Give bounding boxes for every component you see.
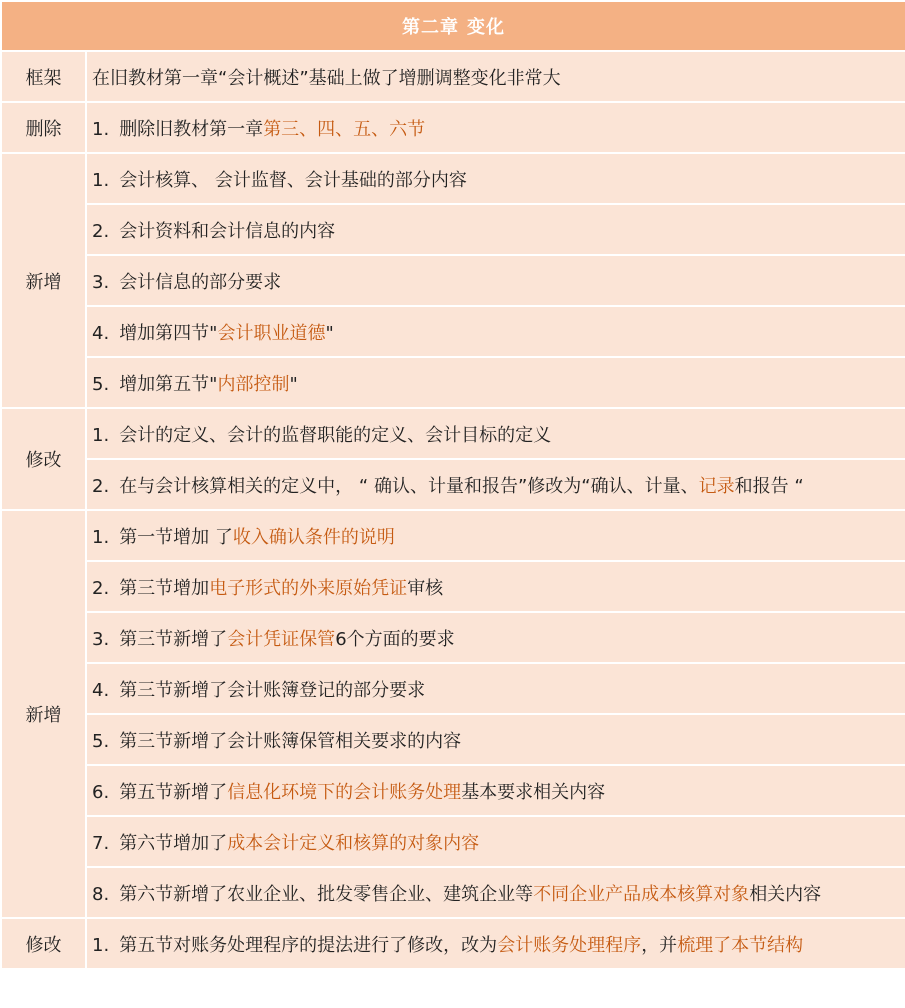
table-row	[1, 357, 905, 408]
item-text: 相关内容	[749, 883, 822, 905]
highlighted-text: 会计职业道德	[217, 322, 326, 344]
item-text: 审核	[407, 577, 444, 599]
highlighted-text: 会计凭证保管	[227, 628, 336, 650]
table-row	[1, 561, 905, 612]
item-number: 5.	[92, 730, 110, 752]
item-text: 第三节新增了	[119, 628, 228, 650]
item-number: 2.	[92, 577, 110, 599]
item-cell	[86, 153, 905, 204]
item-number: 1.	[92, 424, 110, 446]
item-text: 和报告 “	[734, 475, 804, 497]
table-row	[1, 816, 905, 867]
table-row	[1, 510, 905, 561]
item-cell	[86, 204, 905, 255]
highlighted-text: 梳理了本节结构	[677, 934, 804, 956]
item-text: 会计核算、 会计监督、会计基础的部分内容	[119, 169, 467, 191]
highlighted-text: 电子形式的外来原始凭证	[209, 577, 408, 599]
item-cell	[86, 102, 905, 153]
item-number: 3.	[92, 628, 110, 650]
item-text: 第三节新增了会计账簿保管相关要求的内容	[119, 730, 462, 752]
item-text: ，并	[641, 934, 678, 956]
table-row	[1, 255, 905, 306]
table-row	[1, 204, 905, 255]
item-text: "	[289, 373, 298, 395]
item-text: 基本要求相关内容	[461, 781, 606, 803]
table-row	[1, 51, 905, 102]
table-row	[1, 408, 905, 459]
item-cell	[86, 612, 905, 663]
table-row	[1, 663, 905, 714]
table-row	[1, 867, 905, 918]
item-text: 第一节增加 了	[119, 526, 233, 548]
item-text: 在与会计核算相关的定义中， “ 确认、计量和报告”修改为“确认、计量、	[119, 475, 699, 497]
table-row	[1, 714, 905, 765]
item-number: 4.	[92, 322, 110, 344]
table-row	[1, 306, 905, 357]
item-cell	[86, 561, 905, 612]
item-cell	[86, 510, 905, 561]
item-text: 第三节新增了会计账簿登记的部分要求	[119, 679, 426, 701]
category-cell: 新增	[1, 510, 86, 918]
item-cell	[86, 918, 905, 969]
item-cell	[86, 459, 905, 510]
table-row	[1, 153, 905, 204]
category-cell: 删除	[1, 102, 86, 153]
item-number: 8.	[92, 883, 110, 905]
item-cell	[86, 765, 905, 816]
category-cell: 框架	[1, 51, 86, 102]
table-row	[1, 459, 905, 510]
item-cell	[86, 663, 905, 714]
item-text: 第五节新增了	[119, 781, 228, 803]
table-title	[1, 1, 905, 51]
item-cell	[86, 714, 905, 765]
item-text: 增加第五节"	[119, 373, 218, 395]
item-cell	[86, 816, 905, 867]
item-number: 2.	[92, 475, 110, 497]
table-row	[1, 765, 905, 816]
item-text: 增加第四节"	[119, 322, 218, 344]
item-text: 6个方面的要求	[335, 628, 455, 650]
category-cell: 新增	[1, 153, 86, 408]
highlighted-text: 收入确认条件的说明	[232, 526, 395, 548]
item-cell	[86, 357, 905, 408]
table-row	[1, 918, 905, 969]
item-text: 第六节增加了	[119, 832, 228, 854]
item-text: "	[325, 322, 334, 344]
item-number: 1.	[92, 169, 110, 191]
highlighted-text: 第三、四、五、六节	[263, 118, 426, 140]
item-text: 第六节新增了农业企业、批发零售企业、建筑企业等	[119, 883, 534, 905]
item-number: 3.	[92, 271, 110, 293]
item-number: 1.	[92, 526, 110, 548]
highlighted-text: 会计账务处理程序	[497, 934, 642, 956]
item-cell	[86, 408, 905, 459]
highlighted-text: 不同企业产品成本核算对象	[533, 883, 750, 905]
item-text: 第三节增加	[119, 577, 210, 599]
item-cell	[86, 306, 905, 357]
highlighted-text: 记录	[698, 475, 735, 497]
title-chapter: 第二章	[402, 17, 459, 38]
item-cell	[86, 255, 905, 306]
item-number: 6.	[92, 781, 110, 803]
category-cell: 修改	[1, 408, 86, 510]
table-header-row	[1, 1, 905, 51]
table-row	[1, 102, 905, 153]
item-number: 7.	[92, 832, 110, 854]
item-text: 会计信息的部分要求	[119, 271, 282, 293]
item-number: 4.	[92, 679, 110, 701]
item-text: 在旧教材第一章“会计概述”基础上做了增删调整变化非常大	[92, 67, 561, 89]
table-body	[1, 51, 905, 969]
item-number: 1.	[92, 118, 110, 140]
item-text: 删除旧教材第一章	[119, 118, 264, 140]
item-number: 1.	[92, 934, 110, 956]
highlighted-text: 成本会计定义和核算的对象内容	[227, 832, 480, 854]
item-number: 5.	[92, 373, 110, 395]
item-cell	[86, 867, 905, 918]
item-text: 第五节对账务处理程序的提法进行了修改，改为	[119, 934, 498, 956]
item-text: 会计资料和会计信息的内容	[119, 220, 336, 242]
table-row	[1, 612, 905, 663]
item-number: 2.	[92, 220, 110, 242]
highlighted-text: 内部控制	[217, 373, 290, 395]
title-change: 变化	[467, 17, 505, 38]
highlighted-text: 信息化环境下的会计账务处理	[227, 781, 462, 803]
item-cell	[86, 51, 905, 102]
category-cell: 修改	[1, 918, 86, 969]
item-text: 会计的定义、会计的监督职能的定义、会计目标的定义	[119, 424, 552, 446]
